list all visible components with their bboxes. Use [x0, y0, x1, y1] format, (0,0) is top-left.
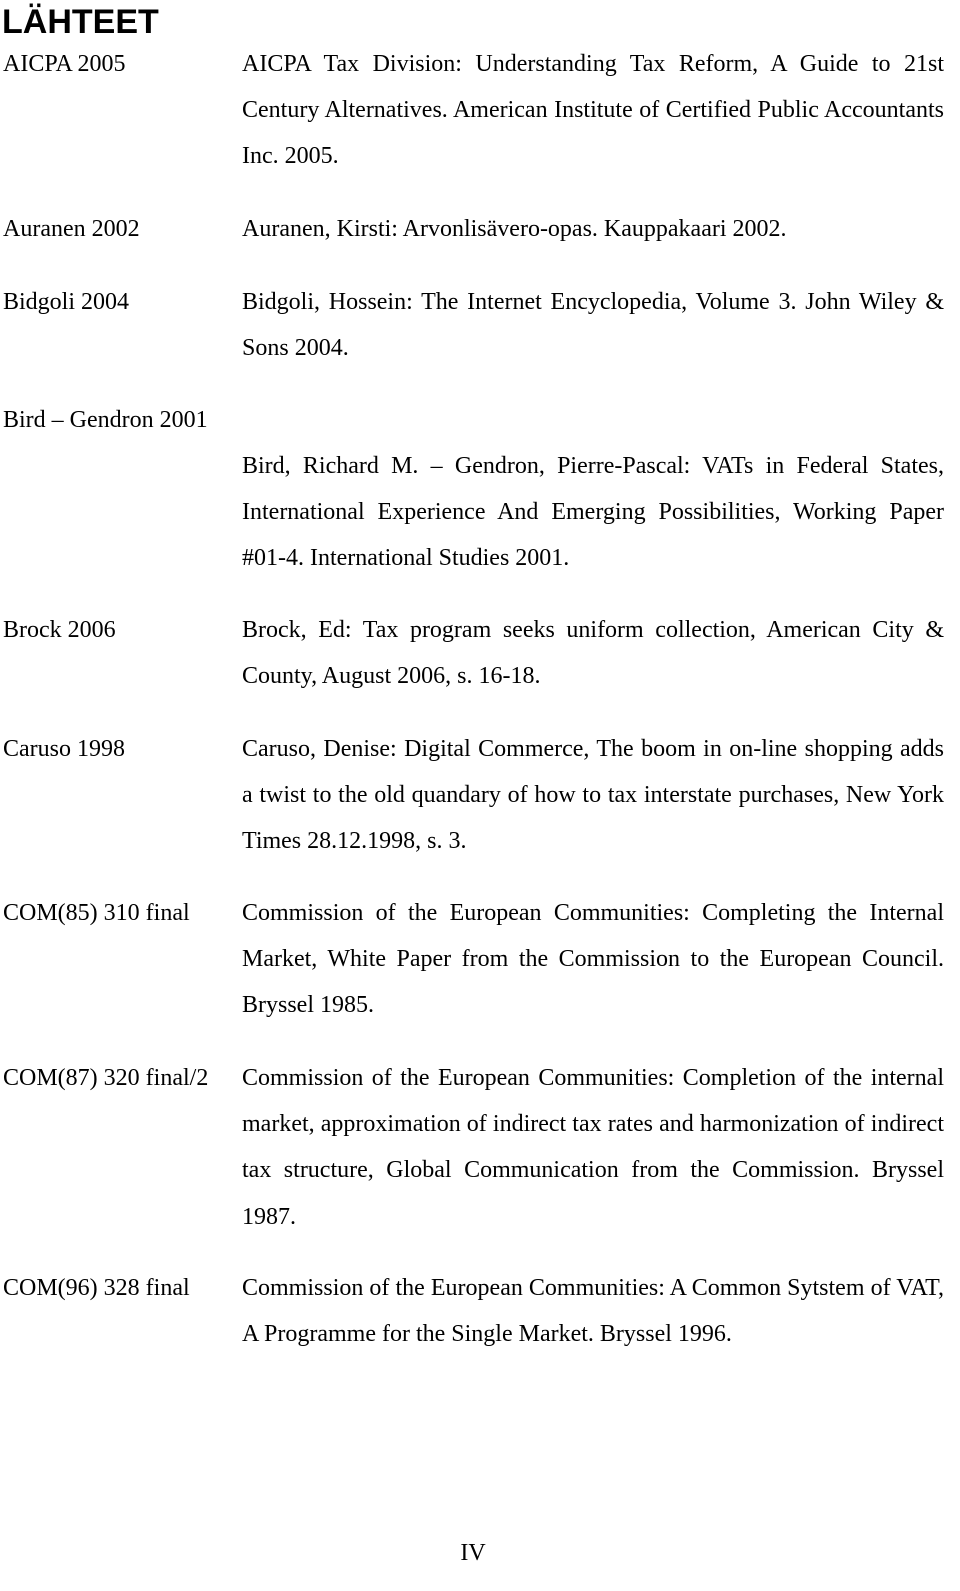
page-title: LÄHTEET: [2, 3, 159, 41]
reference-text: Commission of the European Communities: Completing the Internal Market, White Paper from the Commission to the European Council. Bryssel 1985.: [242, 900, 944, 1019]
reference-text: Auranen, Kirsti: Arvonlisävero-opas. Kauppakaari 2002.: [242, 216, 787, 242]
reference-key: COM(85) 310 final: [3, 900, 190, 926]
reference-key: Bidgoli 2004: [3, 289, 130, 315]
reference-text: AICPA Tax Division: Understanding Tax Reform, A Guide to 21st Century Alternatives. American Institute of Certified Public Accountants Inc. 2005.: [242, 51, 944, 170]
reference-text: Bidgoli, Hossein: The Internet Encyclopedia, Volume 3. John Wiley & Sons 2004.: [242, 289, 944, 362]
reference-key: Auranen 2002: [3, 216, 140, 242]
reference-text: Commission of the European Communities: A Common Sytstem of VAT, A Programme for the Single Market. Bryssel 1996.: [242, 1275, 944, 1348]
reference-text: Caruso, Denise: Digital Commerce, The boom in on-line shopping adds a twist to the old quandary of how to tax interstate purchases, New York Times 28.12.1998, s. 3.: [242, 736, 944, 855]
reference-key: Brock 2006: [3, 617, 116, 643]
page-number: IV: [460, 1540, 486, 1566]
reference-key: COM(96) 328 final: [3, 1275, 190, 1301]
reference-key: Bird – Gendron 2001: [3, 407, 208, 433]
reference-key: COM(87) 320 final/2: [3, 1065, 209, 1091]
reference-key: AICPA 2005: [3, 51, 126, 77]
reference-text: Bird, Richard M. – Gendron, Pierre-Pascal: VATs in Federal States, International Experience And Emerging Possibilities, Working Paper #01-4. International Studies 2001.: [242, 453, 944, 572]
reference-text: Commission of the European Communities: Completion of the internal market, approximation of indirect tax rates and harmonization of indirect tax structure, Global Communication from the Commission. Bryssel 1987.: [242, 1065, 944, 1230]
reference-text: Brock, Ed: Tax program seeks uniform collection, American City & County, August 2006, s. 16-18.: [242, 617, 944, 690]
reference-key: Caruso 1998: [3, 736, 125, 762]
